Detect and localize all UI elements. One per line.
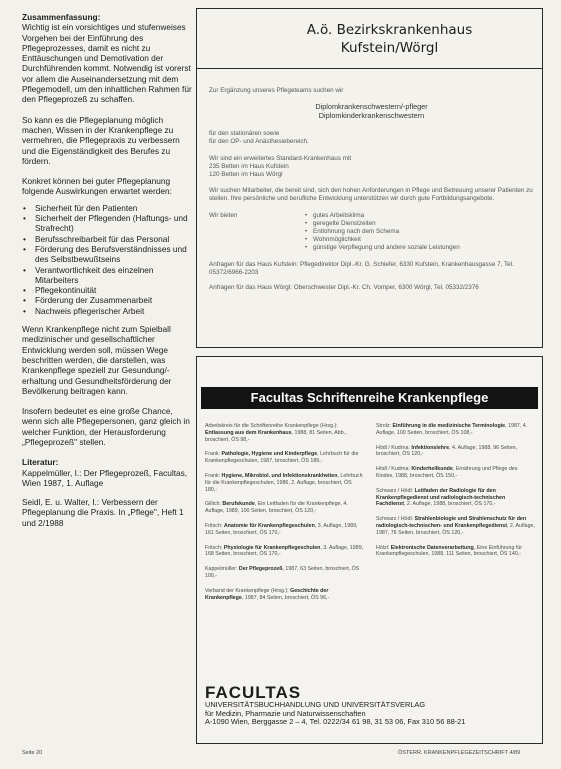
book-title: Anatomie für Krankenpflegeschulen bbox=[223, 522, 315, 529]
ad-intro: Zur Ergänzung unseres Pflegeteams suchen wir bbox=[209, 87, 344, 94]
book-title: Kinderheilkunde bbox=[411, 466, 453, 473]
list-item: • Förderung des Berufsverständnisses und des Selbstbewußtseins bbox=[22, 244, 192, 265]
ad-body bbox=[209, 87, 534, 299]
job-advertisement bbox=[196, 8, 543, 348]
book-detail: 4. Auflage, 1988, 96 Seiten, broschiert, ÖS 120,- bbox=[376, 444, 518, 458]
journal-footer: ÖSTERR. KRANKENPFLEGEZEITSCHRIFT 4/89 bbox=[398, 750, 521, 756]
summary-paragraph bbox=[22, 12, 192, 105]
publisher-advertisement bbox=[196, 356, 543, 744]
book-author: Kappelmüller: bbox=[205, 566, 238, 573]
book-entry: Schwarz / Hödl: Leitfaden der Radiologie für den Krankenpflegedienst und radiologisch-technischen Fachdienst, 2. Auflage, 1988, broschiert, ÖS 170,- bbox=[376, 487, 506, 508]
ad-about: Wir sind ein erweitertes Standard-Krankenhaus mit 235 Betten im Haus Kufstein 120 Betten im Haus Wörgl bbox=[209, 154, 352, 179]
list-item: • gutes Arbeitsklima bbox=[305, 212, 460, 220]
list-item: • Verantwortlichkeit des einzelnen Mitarbeiters bbox=[22, 265, 192, 286]
paragraph-5: Insofern bedeutet es eine große Chance, wenn sich alle Pflegepersonen, ganz gleich in welcher Funktion, der Herausforderung „Pflegeprozeß" stellen. bbox=[22, 406, 190, 447]
book-detail: 1988, 81 Seiten, Abb., broschiert, ÖS 98,- bbox=[205, 429, 347, 443]
ad-areas: für den stationären sowie für den OP- und Anästhesiebereich. bbox=[209, 130, 309, 146]
literature-reference: Kappelmüller, I.: Der Pflegeprozeß, Facultas, Wien 1987, 1. Auflage bbox=[22, 467, 188, 488]
book-entry: Fritsch: Anatomie für Krankenpflegeschulen, 3. Auflage, 1989, 161 Seiten, broschiert, ÖS 170,- bbox=[205, 522, 358, 536]
book-title: Hygiene, Mikrobiol. und Infektionskrankheiten bbox=[221, 472, 338, 479]
book-entry: Fritsch: Physiologie für Krankenpflegeschulen, 3. Auflage, 1989, 168 Seiten, broschiert, ÖS 170,- bbox=[205, 544, 364, 558]
book-detail: Lehrbuch für die Krankenpflegeschulen, 1987, broschiert, ÖS 189,- bbox=[205, 451, 359, 465]
book-title: Der Pflegeprozeß bbox=[238, 566, 283, 573]
book-title: Einführung in die medizinische Terminologie bbox=[392, 423, 506, 429]
book-author: Hölzl: bbox=[376, 544, 390, 551]
book-title: Pathologie, Hygiene und Kinderpflege bbox=[221, 451, 318, 458]
ad-offers bbox=[209, 212, 534, 253]
book-detail: Ein Leitfaden für die Krankenpflege, 4. Auflage, 1989, 100 Seiten, broschiert, ÖS 120,- bbox=[205, 501, 348, 515]
publisher-line: UNIVERSITÄTSBUCHHANDLUNG UND UNIVERSITÄTSVERLAG bbox=[205, 700, 426, 709]
book-title: Physiologie für Krankenpflegeschulen bbox=[223, 544, 321, 551]
ad-contact: Anfragen für das Haus Kufstein: Pflegedirektor Dipl.-Kr. G. Schiefer, 6330 Kufstein, Krankenhausgasse 7, Tel. 05372/6966-2203 bbox=[209, 260, 514, 276]
literature-reference: Seidl, E. u. Walter, I.: Verbessern der Pflegeplanung die Praxis. In „Pflege", Heft 1 und 2/1988 bbox=[22, 497, 184, 528]
book-detail: 2. Auflage, 1988, broschiert, ÖS 170,- bbox=[406, 501, 496, 508]
ad-position: Diplomkrankenschwestern/-pfleger bbox=[315, 102, 428, 112]
book-entry: Schwarz / Hödl: Strahlenbiologie und Strahlenschutz für den radiologisch-technischen- und Krankenpflegedienst, 2. Auflage, 1987, 76 Seiten, broschiert, ÖS 120,- bbox=[376, 516, 535, 536]
list-item: • Pflegekontinuität bbox=[22, 285, 192, 295]
book-author: Gillich: bbox=[205, 501, 221, 508]
ad-subtitle: Kufstein/Wörgl bbox=[340, 40, 439, 56]
ad-positions bbox=[209, 102, 534, 120]
summary-text: Wichtig ist ein vorsichtiges und stufenweises Vorgehen bei der Einführung des Pflegeprozesses, damit es nicht zu Enttäuschungen und Demotivation der Durchführenden kommt. Notwendig ist vorerst vor allem die Auseinandersetzung mit dem Pflegemodell, um den inhaltlichen Rahmen für den Pflegeprozeß zu schaffen. bbox=[22, 22, 192, 105]
book-detail: 1987, 4. Auflage, 100 Seiten, broschiert, ÖS 108,- bbox=[376, 423, 528, 436]
book-entry: Frank: Pathologie, Hygiene und Kinderpflege, Lehrbuch für die Krankenpflegeschulen, 1987, broschiert, ÖS 189,- bbox=[205, 451, 359, 465]
book-detail: 1987, 84 Seiten, broschiert, ÖS 96,- bbox=[244, 594, 330, 601]
book-detail: 3. Auflage, 1989, 161 Seiten, broschiert, ÖS 170,- bbox=[205, 522, 358, 536]
book-entry: Gillich: Berufskunde, Ein Leitfaden für die Krankenpflege, 4. Auflage, 1989, 100 Seiten, broschiert, ÖS 120,- bbox=[205, 501, 348, 515]
paragraph-3: Konkret können bei guter Pflegeplanung folgende Auswirkungen erwartet werden: bbox=[22, 176, 172, 197]
book-author: Frank: bbox=[205, 472, 221, 479]
ad-position: Diplomkinderkrankenschwestern bbox=[318, 111, 425, 121]
book-title: Geschichte der Krankenpflege bbox=[205, 587, 329, 601]
book-entry: Hödl / Kudrna: Kinderheilkunde, Ernährung und Pflege des Kindes, 1988, broschiert, ÖS 150,- bbox=[376, 466, 518, 479]
book-title: Infektionslehre bbox=[411, 444, 450, 451]
book-list bbox=[205, 423, 536, 609]
book-entry: Hölzl: Elektronische Datenverarbeitung, Eine Einführung für Krankenpflegeschulen, 1988, 111 Seiten, broschiert, ÖS 140,- bbox=[376, 544, 523, 558]
ad-title: A.ö. Bezirkskrankenhaus bbox=[306, 22, 473, 38]
list-item: • Berufsschreibarbeit für das Personal bbox=[22, 234, 192, 244]
literature-heading: Literatur: bbox=[22, 457, 59, 468]
book-detail: Lehrbuch für die Krankenpflegeschulen, 1986, 2. Auflage, broschiert, ÖS 180,- bbox=[205, 472, 363, 493]
book-title: Leitfaden der Radiologie für den Krankenpflegedienst und radiologisch-technischen Fachdienst bbox=[376, 487, 506, 508]
summary-heading: Zusammenfassung: bbox=[22, 12, 101, 22]
book-author: Schwarz / Hödl: bbox=[376, 487, 414, 494]
book-author: Hödl / Kudrna: bbox=[376, 444, 410, 451]
book-entry: Kappelmüller: Der Pflegeprozeß, 1987, 63 Seiten, broschiert, ÖS 100,- bbox=[205, 566, 360, 579]
article-column bbox=[22, 12, 192, 537]
ad-offer-label: Wir bieten bbox=[209, 211, 238, 219]
list-item: • Förderung der Zusammenarbeit bbox=[22, 295, 192, 305]
book-entry: Frank: Hygiene, Mikrobiol. und Infektionskrankheiten, Lehrbuch für die Krankenpflegeschulen, 1986, 2. Auflage, broschiert, ÖS 180,- bbox=[205, 472, 363, 493]
book-author: Strolz: bbox=[376, 423, 392, 429]
book-title: Elektronische Datenverarbeitung bbox=[390, 544, 474, 551]
book-detail: 1987, 63 Seiten, broschiert, ÖS 100,- bbox=[205, 566, 360, 579]
book-author: Schwarz / Hödl: bbox=[376, 516, 414, 523]
ad-header bbox=[197, 9, 542, 69]
book-detail: 2. Auflage, 1987, 76 Seiten, broschiert, ÖS 120,- bbox=[376, 522, 535, 536]
book-title: Entlassung aus dem Krankenhaus bbox=[205, 429, 292, 436]
book-entry: Verband der Krankenpflege (Hrsg.): Geschichte der Krankenpflege, 1987, 84 Seiten, broschiert, ÖS 96,- bbox=[205, 587, 330, 601]
paragraph-2: So kann es die Pflegeplanung möglich machen, Wissen in der Krankenpflege zu vermehren, die Pflegepraxis zu verbessern und die Eigenständigkeit des Berufes zu fördern. bbox=[22, 114, 180, 166]
book-entry: Arbeitskreis für die Schriftenreihe Krankenpflege (Hrsg.): Entlassung aus dem Krankenhaus, 1988, 81 Seiten, Abb., broschiert, ÖS 98,- bbox=[205, 423, 347, 443]
book-column-left bbox=[205, 423, 365, 609]
book-author: Hödl / Kudrna: bbox=[376, 466, 410, 473]
list-item: • Sicherheit für den Patienten bbox=[22, 203, 192, 213]
publisher-info bbox=[205, 684, 538, 727]
list-item: • geregelte Dienstzeiten bbox=[305, 220, 460, 228]
book-title: Strahlenbiologie und Strahlenschutz für den radiologisch-technischen- und Krankenpflegedienst bbox=[376, 516, 527, 529]
book-author: Fritsch: bbox=[205, 522, 223, 529]
publisher-line: für Medizin, Pharmazie und Naturwissenschaften bbox=[205, 708, 366, 718]
list-item: • Entlohnung nach dem Schema bbox=[305, 228, 460, 236]
book-detail: 3. Auflage, 1989, 168 Seiten, broschiert, ÖS 170,- bbox=[205, 544, 364, 558]
ad-offer-list bbox=[305, 212, 460, 253]
book-column-right bbox=[376, 423, 536, 609]
ad-seek: Wir suchen Mitarbeiter, die bereit sind, sich den hohen Anforderungen in Pflege und Betreuung unserer Patienten zu stellen. Ihre persönliche und berufliche Entwicklung unterstützen wir durch gute Fortbildungsangebote. bbox=[209, 187, 533, 203]
book-author: Arbeitskreis für die Schriftenreihe Krankenpflege (Hrsg.): bbox=[205, 423, 338, 429]
list-item: • günstige Verpflegung und andere soziale Leistungen bbox=[305, 244, 460, 252]
book-title: Berufskunde bbox=[222, 501, 255, 508]
list-item: • Sicherheit der Pflegenden (Haftungs- und Strafrecht) bbox=[22, 213, 192, 234]
book-detail: Eine Einführung für Krankenpflegeschulen, 1988, 111 Seiten, broschiert, ÖS 140,- bbox=[376, 544, 523, 558]
book-author: Frank: bbox=[205, 451, 221, 458]
series-banner: Facultas Schriftenreihe Krankenpflege bbox=[201, 387, 538, 409]
publisher-logo: FACULTAS bbox=[205, 683, 302, 702]
page-number: Seite 20 bbox=[22, 750, 43, 756]
list-item: • Nachweis pflegerischer Arbeit bbox=[22, 306, 192, 316]
publisher-address: A-1090 Wien, Berggasse 2 – 4, Tel. 0222/34 61 98, 31 53 06, Fax 310 56 88-21 bbox=[205, 717, 466, 727]
book-entry: Hödl / Kudrna: Infektionslehre, 4. Auflage, 1988, 96 Seiten, broschiert, ÖS 120,- bbox=[376, 444, 518, 458]
book-detail: Ernährung und Pflege des Kindes, 1988, broschiert, ÖS 150,- bbox=[376, 466, 518, 479]
book-entry: Strolz: Einführung in die medizinische Terminologie, 1987, 4. Auflage, 100 Seiten, broschiert, ÖS 108,- bbox=[376, 423, 528, 436]
paragraph-4: Wenn Krankenpflege nicht zum Spielball medizinischer und gesellschaftlicher Entwicklung werden soll, müssen Wege beschritten werden, die darstellen, was Krankenpflege speziell zur Gesundung/-erhaltung und Gesundheitsförderung der Bevölkerung beitragen kann. bbox=[22, 324, 172, 396]
list-item: • Wohnmöglichkeit bbox=[305, 236, 460, 244]
book-author: Verband der Krankenpflege (Hrsg.): bbox=[205, 587, 289, 594]
ad-contact: Anfragen für das Haus Wörgl: Oberschwester Dipl.-Kr. Ch. Vomper, 6300 Wörgl, Tel. 05332/2376 bbox=[209, 284, 479, 292]
effects-list bbox=[22, 203, 192, 316]
book-author: Fritsch: bbox=[205, 544, 223, 551]
